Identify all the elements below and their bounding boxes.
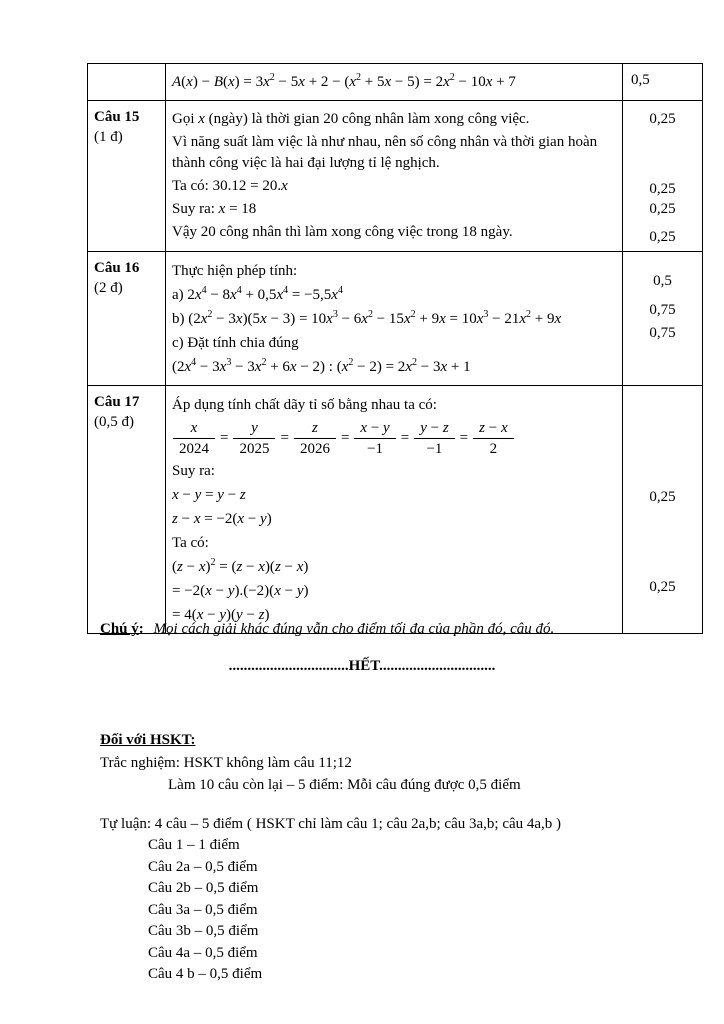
math-text: = 4(x − y)(y − z) [172, 607, 270, 623]
math-text: = −2(x − y).(−2)(x − y) [172, 583, 309, 599]
points-value: 0,5 [631, 72, 650, 88]
solution-line [172, 199, 616, 220]
fraction-numerator: x [173, 419, 215, 439]
math-text: = [220, 430, 229, 446]
note-label: Chú ý [100, 621, 139, 637]
solution-cell [166, 64, 623, 101]
question-label-cell [88, 64, 166, 101]
plain-text: a) [172, 287, 188, 303]
fraction-numerator: x − y [354, 419, 395, 439]
plain-text: (ngày) là thời gian 20 công nhân làm xong công việc. [204, 111, 530, 127]
points-cell [623, 101, 703, 252]
fraction-numerator: y [233, 419, 275, 439]
note-colon: : [138, 621, 144, 637]
points-cell [623, 64, 703, 101]
fraction [354, 419, 395, 458]
points-value: 0,25 [649, 181, 676, 197]
points-value: 0,25 [649, 111, 676, 127]
question-points-total: (0,5 đ) [94, 414, 134, 430]
math-text: x − y = y − z [172, 487, 246, 503]
solution-cell [166, 386, 623, 634]
solution-cell [166, 101, 623, 252]
plain-text: Áp dụng tính chất dãy tỉ số bằng nhau ta có: [172, 397, 437, 413]
solution-line [172, 222, 616, 243]
plain-text: Vậy 20 công nhân thì làm xong công việc trong 18 ngày. [172, 224, 513, 240]
points-value: 0,5 [653, 273, 672, 289]
math-text: $(2x^4 - 3x^3 - 3x^2 + 6x - 2)$ : $(x^2 - 2) = 2x^2 - 3x + 1$ [172, 357, 471, 375]
question-points-total: (2 đ) [94, 280, 123, 296]
solution-line [172, 309, 616, 330]
plain-text: Gọi [172, 111, 199, 127]
fraction-numerator: z − x [473, 419, 513, 439]
fraction [414, 419, 454, 458]
solution-line [172, 485, 616, 506]
solution-line [172, 419, 616, 458]
fraction [173, 419, 215, 458]
points-cell [623, 386, 703, 634]
fraction-numerator: z [294, 419, 336, 439]
solution-cell [166, 252, 623, 386]
solution-line [172, 176, 616, 197]
note-text: Mọi cách giải khác đúng vẫn cho điểm tối đa của phần đó, câu đó. [153, 621, 555, 637]
solution-line [172, 109, 616, 130]
question-label-cell [88, 386, 166, 634]
fraction-denominator: −1 [426, 441, 443, 457]
math-text: z − x = −2(x − y) [172, 511, 272, 527]
hskt-line-tuluan: Tự luận: 4 câu – 5 điểm ( HSKT chỉ làm câu 1; câu 2a,b; câu 3a,b; câu 4a,b ) [100, 816, 562, 832]
hskt-list [100, 835, 680, 986]
solution-line [172, 285, 616, 306]
solution-line [172, 395, 616, 416]
math-text: $A(x) - B(x) = 3x^2 - 5x + 2 - (x^2 + 5x - 5) = 2x^2 - 10x + 7$ [172, 72, 516, 90]
math-text: = [459, 430, 469, 446]
fraction-denominator: 2025 [239, 441, 270, 457]
note [100, 618, 660, 640]
answer-table-body [88, 64, 703, 634]
solution-line [172, 533, 616, 554]
plain-text: b) [172, 311, 189, 327]
hskt-list-item: Câu 3a – 0,5 điểm [148, 901, 258, 918]
solution-line [172, 581, 616, 602]
hskt-list-item: Câu 1 – 1 điểm [148, 837, 240, 853]
plain-text: c) Đặt tính chia đúng [172, 335, 299, 351]
plain-text: Suy ra: [172, 463, 215, 479]
math-text: x = 18 [218, 201, 257, 217]
plain-text: Suy ra: [172, 201, 219, 217]
hskt-title: Đối với HSKT: [100, 732, 196, 748]
plain-text: Thực hiện phép tính: [172, 263, 298, 279]
plain-text: Vì năng suất làm việc là như nhau, nên số công nhân và thời gian hoàn thành công việc là hai đại lượng tỉ lệ nghịch. [172, 134, 598, 171]
solution-line [172, 461, 616, 482]
math-text: = [280, 430, 289, 446]
solution-line [172, 132, 616, 174]
solution-line [172, 509, 616, 530]
table-row [88, 64, 703, 101]
hskt-list-item: Câu 3b – 0,5 điểm [148, 923, 259, 939]
math-text: $(z - x)^2 = (z - x)(z - x)$ [172, 557, 309, 575]
plain-text: Ta có: [172, 178, 213, 194]
points-cell [623, 252, 703, 386]
hskt-list-item: Câu 2b – 0,5 điểm [148, 880, 259, 896]
points-value: 0,75 [649, 325, 676, 341]
fraction-denominator: 2026 [299, 441, 330, 457]
fraction-numerator: y − z [414, 419, 454, 439]
math-text: = [400, 430, 410, 446]
solution-line [172, 261, 616, 282]
math-text: $(2x^2 - 3x)(5x - 3) = 10x^3 - 6x^2 - 15x^2 + 9x = 10x^3 - 21x^2 + 9x$ [188, 309, 562, 327]
question-points-total: (1 đ) [94, 129, 123, 145]
points-value: 0,25 [649, 489, 676, 505]
math-text: = [340, 430, 350, 446]
solution-line [172, 357, 616, 378]
fraction-denominator: 2 [489, 441, 498, 457]
solution-line [172, 72, 616, 93]
math-text: x [198, 111, 205, 127]
points-value: 0,25 [649, 579, 676, 595]
math-text: 30.12 = 20.x [212, 178, 288, 194]
question-number: Câu 16 [94, 260, 140, 276]
fraction-denominator: −1 [367, 441, 384, 457]
answer-table [87, 63, 703, 634]
solution-line [172, 333, 616, 354]
table-row [88, 386, 703, 634]
question-label-cell [88, 252, 166, 386]
table-row [88, 101, 703, 252]
math-text: $2x^4 - 8x^4 + 0,5x^4 = -5,5x^4$ [187, 285, 343, 303]
fraction [473, 419, 513, 458]
question-label-cell [88, 101, 166, 252]
fraction [294, 419, 336, 458]
points-value: 0,25 [649, 201, 676, 217]
hskt-line-tracnghiem-detail: Làm 10 câu còn lại – 5 điểm: Mỗi câu đúng được 0,5 điểm [168, 777, 521, 793]
question-number: Câu 17 [94, 394, 140, 410]
hskt-list-item: Câu 4 b – 0,5 điểm [148, 966, 263, 982]
solution-line [172, 557, 616, 578]
question-number: Câu 15 [94, 109, 140, 125]
hskt-list-item: Câu 4a – 0,5 điểm [148, 944, 258, 961]
hskt-line-tracnghiem: Trắc nghiệm: HSKT không làm câu 11;12 [100, 755, 352, 771]
hskt-section [100, 729, 680, 986]
table-row [88, 252, 703, 386]
points-value: 0,75 [649, 302, 676, 318]
fraction-denominator: 2024 [179, 441, 209, 457]
points-value: 0,25 [649, 229, 676, 245]
het-line: ................................HẾT............................... [228, 658, 496, 674]
fraction [233, 419, 275, 458]
plain-text: Ta có: [172, 535, 209, 551]
hskt-list-item: Câu 2a – 0,5 điểm [148, 858, 258, 875]
